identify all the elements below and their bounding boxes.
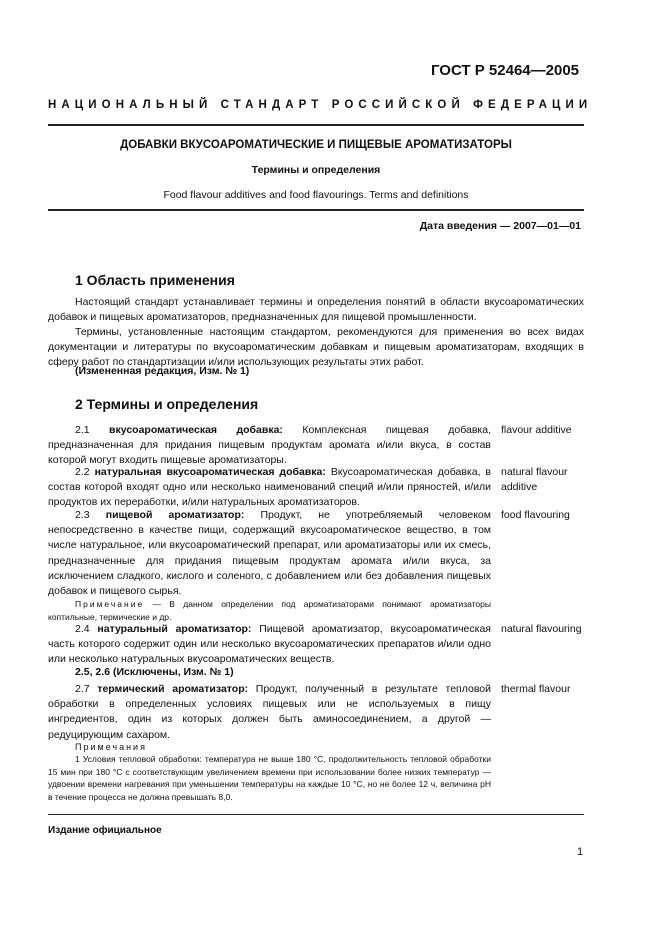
term-2-1 xyxy=(48,423,491,469)
section1-heading: 1 Область применения xyxy=(75,272,235,288)
term-definition: Пищевой ароматизатор, вкусоароматическая часть которого содержит один или несколько вкусоароматических препаратов и/или одно или несколько натуральных вкусоароматических веществ. xyxy=(48,623,491,666)
term-number: 2.2 xyxy=(75,466,90,478)
national-standard-heading: НАЦИОНАЛЬНЫЙ СТАНДАРТ РОССИЙСКОЙ ФЕДЕРАЦИИ xyxy=(48,99,593,111)
note-2-3 xyxy=(48,598,491,623)
note-label: Примечание xyxy=(75,599,145,609)
notes-label: Примечания xyxy=(75,742,147,752)
term-name: пищевой ароматизатор: xyxy=(105,509,245,521)
section1-paragraph-2: Термины, установленные настоящим стандартом, рекомендуются для применения во всех видах документации и литературы по вкусоароматическим добавкам и пищевым ароматизаторам, входящих в сферу работ по стандартизации и/или использующих результаты этих работ. xyxy=(48,326,584,369)
section1-paragraph-1: Настоящий стандарт устанавливает термины и определения понятий в области вкусоароматических добавок и пищевых ароматизаторов, предназначенных для пищевой промышленности. xyxy=(48,296,584,324)
section2-heading: 2 Термины и определения xyxy=(75,396,259,412)
term-2-2-english: natural flavour additive xyxy=(501,466,568,494)
term-2-3 xyxy=(48,508,491,599)
page-number: 1 xyxy=(577,846,584,858)
term-number: 2.3 xyxy=(75,509,90,521)
term-2-7 xyxy=(48,682,491,743)
section1-amendment: (Измененная редакция, Изм. № 1) xyxy=(75,365,250,377)
term-name: натуральный ароматизатор: xyxy=(97,623,252,635)
term-2-4 xyxy=(48,622,491,668)
english-title: Food flavour additives and food flavourings. Terms and definitions xyxy=(163,189,469,201)
official-edition-label: Издание официальное xyxy=(48,825,162,836)
note-item-1: 1 Условия тепловой обработки: температура не выше 180 °С, продолжительность тепловой обработки 15 мин при 180 °С с соответствующим увеличением времени при использовании более низких температур — удвоении времени нагревания при уменьшении температуры на каждые 10 °С, но не более 12 ч, величина рН в течение процесса не должна превышать 8,0. xyxy=(48,754,491,802)
title-divider xyxy=(48,209,584,211)
term-name: вкусоароматическая добавка: xyxy=(109,424,283,436)
term-2-3-english: food flavouring xyxy=(501,509,570,521)
standard-subtitle: Термины и определения xyxy=(251,164,381,176)
term-name: термический ароматизатор: xyxy=(97,683,249,695)
document-code: ГОСТ Р 52464—2005 xyxy=(430,62,579,79)
note-text: — В данном определении под ароматизаторами понимают ароматизаторы коптильные, термические и др. xyxy=(48,599,491,622)
term-number: 2.1 xyxy=(75,424,90,436)
term-name: натуральная вкусоароматическая добавка: xyxy=(94,466,326,478)
term-number: 2.4 xyxy=(75,623,90,635)
term-2-2 xyxy=(48,465,491,511)
term-definition: Продукт, не употребляемый человеком непосредственно в качестве пищи, содержащий вкусоароматическое вещество, в том числе натуральное, или вкусоароматический препарат, или ароматизаторы или их смесь, предназначенные для придания пищевым продуктам аромата и/или вкуса, за исключением сладкого, кислого и соленого, с добавлением или без добавления пищевых добавок и пищевого сырья. xyxy=(48,509,491,598)
term-2-1-english: flavour additive xyxy=(501,424,572,436)
standard-title: ДОБАВКИ ВКУСОАРОМАТИЧЕСКИЕ И ПИЩЕВЫЕ АРОМАТИЗАТОРЫ xyxy=(120,139,512,151)
term-2-7-english: thermal flavour xyxy=(501,683,571,695)
introduction-date: Дата введения — 2007—01—01 xyxy=(419,220,581,232)
footer-divider xyxy=(48,814,584,815)
term-definition: Вкусоароматическая добавка, в состав которой входят одно или несколько наименований специй и/или пряностей, и/или продуктов их переработки, и/или натуральных ароматизаторов. xyxy=(48,466,492,509)
term-definition: Комплексная пищевая добавка, предназначенная для придания пищевым продуктам аромата и/или вкуса, в состав которой могут входить пищевые ароматизаторы. xyxy=(48,424,491,467)
term-definition: Продукт, полученный в результате тепловой обработки в определенных условиях пищевых или не используемых в пищу ингредиентов, один из которых должен быть аминосоединением, а другой — редуцирующим сахаром. xyxy=(48,683,491,741)
term-number: 2.7 xyxy=(75,683,90,695)
term-2-4-english: natural flavouring xyxy=(501,623,582,635)
excluded-terms: 2.5, 2.6 (Исключены, Изм. № 1) xyxy=(75,666,234,678)
top-divider xyxy=(48,124,584,126)
